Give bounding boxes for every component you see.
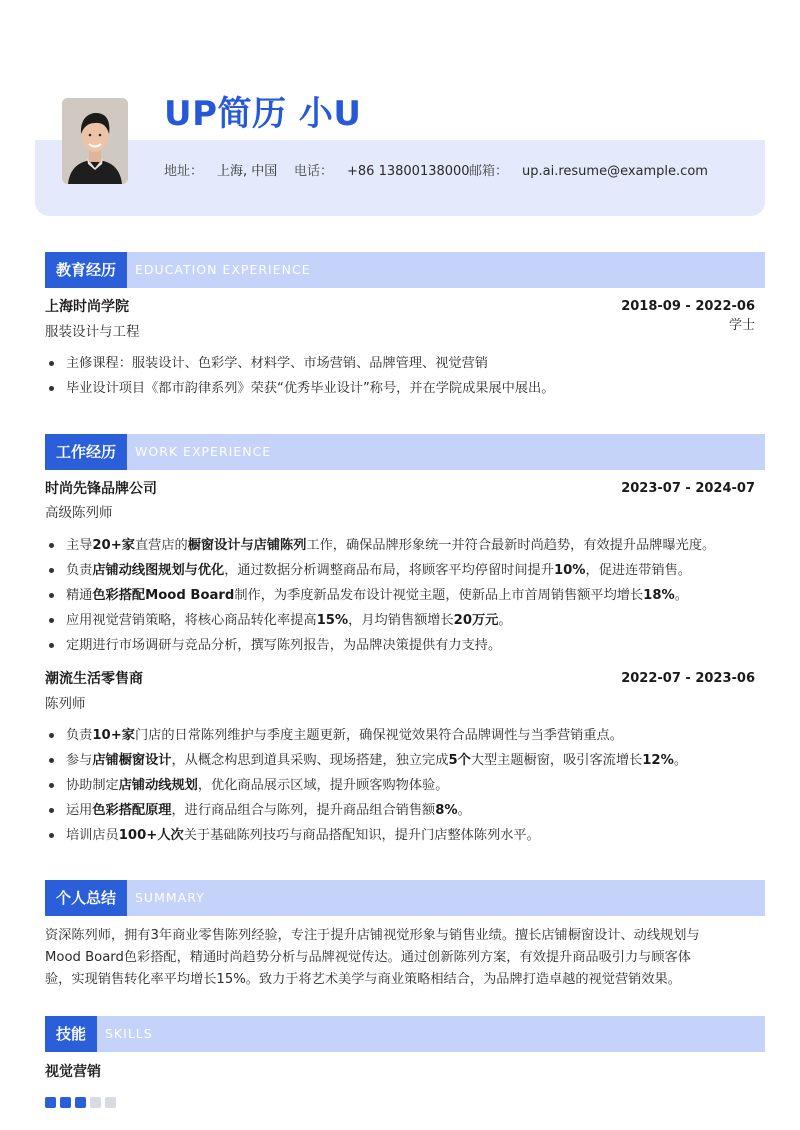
- bullet-text: ，进行商品组合与陈列，提升商品组合销售额: [171, 803, 436, 818]
- company-name: 时尚先锋品牌公司: [45, 481, 157, 497]
- list-item: [45, 748, 765, 773]
- bullet-text: 协助制定: [66, 778, 119, 793]
- address-label: 地址：: [164, 164, 204, 179]
- skill-name: 视觉营销: [45, 1064, 101, 1080]
- list-item: 毕业设计项目《都市韵律系列》荣获“优秀毕业设计”称号，并在学院成果展中展出。: [45, 376, 765, 401]
- highlight-text: 店铺动线图规划与优化: [92, 563, 225, 578]
- bullet-text: 。: [674, 588, 688, 603]
- list-item: [45, 633, 765, 658]
- section-title: 教育经历: [45, 252, 127, 288]
- highlight-text: 15%: [316, 613, 349, 628]
- bullet-text: 。: [498, 613, 512, 628]
- bullet-text: 参与: [66, 753, 93, 768]
- phone-value: +86 13800138000: [347, 164, 470, 179]
- highlight-text: 5个: [448, 753, 471, 768]
- job-bullets: [45, 723, 765, 848]
- list-item: [45, 558, 765, 583]
- bullet-text: 。: [457, 803, 471, 818]
- company-name: 潮流生活零售商: [45, 671, 143, 687]
- bullet-text: 应用视觉营销策略，将核心商品转化率提高: [66, 613, 317, 628]
- highlight-text: 10%: [553, 563, 586, 578]
- section-subtitle: SKILLS: [105, 1026, 153, 1041]
- section-subtitle: WORK EXPERIENCE: [135, 444, 272, 459]
- highlight-text: 10+家: [92, 728, 135, 743]
- candidate-name: UP简历 小U: [164, 94, 362, 134]
- profile-photo: [62, 98, 128, 184]
- bullet-text: 负责: [66, 728, 93, 743]
- highlight-text: 橱窗设计与店铺陈列: [187, 538, 307, 553]
- bullet-text: ，促进连带销售。: [585, 563, 692, 578]
- list-item: [45, 723, 765, 748]
- section-header-education: [45, 252, 765, 288]
- section-title: 工作经历: [45, 434, 127, 470]
- email: [469, 163, 708, 181]
- highlight-text: 20万元: [453, 613, 499, 628]
- education-dates: 2018-09 - 2022-06: [621, 299, 755, 314]
- job-dates: 2023-07 - 2024-07: [621, 481, 755, 496]
- list-item: [45, 608, 765, 633]
- phone-label: 电话：: [294, 164, 334, 179]
- summary-text: [45, 925, 755, 991]
- job-bullets: [45, 533, 765, 658]
- address-value: 上海, 中国: [217, 164, 278, 179]
- list-item: [45, 773, 765, 798]
- bullet-text: 直营店的: [134, 538, 188, 553]
- summary-line: 资深陈列师，拥有3年商业零售陈列经验，专注于提升店铺视觉形象与销售业绩。擅长店铺橱窗设计、动线规划与: [45, 928, 700, 943]
- bullet-text: 。: [673, 753, 688, 768]
- skill-dot-filled: [45, 1097, 56, 1108]
- skill-dot-filled: [75, 1097, 86, 1108]
- highlight-text: 18%: [643, 588, 675, 603]
- job-position: 陈列师: [45, 696, 86, 712]
- section-subtitle: EDUCATION EXPERIENCE: [135, 262, 311, 277]
- list-item: [45, 823, 765, 848]
- bullet-text: 制作，为季度新品发布设计视觉主题，使新品上市首周销售额平均增长: [234, 588, 644, 603]
- bullet-text: 培训店员: [66, 828, 119, 843]
- section-header-summary: [45, 880, 765, 916]
- degree: 学士: [728, 318, 755, 333]
- highlight-text: 色彩搭配原理: [92, 803, 172, 818]
- school-name: 上海时尚学院: [45, 299, 129, 315]
- bullet-text: ，月均销售额增长: [348, 613, 454, 628]
- bullet-text: ，从概念构思到道具采购、现场搭建，独立完成: [171, 753, 449, 768]
- highlight-text: 100+人次: [118, 828, 184, 843]
- skill-dot-empty: [105, 1097, 116, 1108]
- bullet-text: ，通过数据分析调整商品布局，将顾客平均停留时间提升: [224, 563, 554, 578]
- highlight-text: 店铺动线规划: [118, 778, 198, 793]
- list-item: [45, 583, 765, 608]
- list-item: [45, 798, 765, 823]
- summary-line: 验，实现销售转化率平均增长15%。致力于将艺术美学与商业策略相结合，为品牌打造卓越的视觉营销效果。: [45, 972, 681, 987]
- section-title: 技能: [45, 1016, 97, 1052]
- skill-dot-empty: [90, 1097, 101, 1108]
- highlight-text: 12%: [642, 753, 674, 768]
- bullet-text: 大型主题橱窗，吸引客流增长: [470, 753, 643, 768]
- job-dates: 2022-07 - 2023-06: [621, 671, 755, 686]
- bullet-text: 主导: [66, 538, 93, 553]
- section-header-skills: [45, 1016, 765, 1052]
- highlight-text: 20+家: [92, 538, 135, 553]
- list-item: 主修课程：服装设计、色彩学、材料学、市场营销、品牌管理、视觉营销: [45, 351, 765, 376]
- highlight-text: 店铺橱窗设计: [92, 753, 172, 768]
- bullet-text: 关于基础陈列技巧与商品搭配知识，提升门店整体陈列水平。: [183, 828, 540, 843]
- email-value: up.ai.resume@example.com: [522, 164, 708, 179]
- phone: [294, 163, 470, 181]
- bullet-text: 工作，确保品牌形象统一并符合最新时尚趋势，有效提升品牌曝光度。: [306, 538, 716, 553]
- bullet-text: ，优化商品展示区域，提升顾客购物体验。: [197, 778, 449, 793]
- major: 服装设计与工程: [45, 324, 140, 340]
- skill-dot-filled: [60, 1097, 71, 1108]
- summary-line: Mood Board色彩搭配，精通时尚趋势分析与品牌视觉传达。通过创新陈列方案，有效提升商品吸引力与顾客体: [45, 950, 691, 965]
- bullet-text: 定期进行市场调研与竞品分析，撰写陈列报告，为品牌决策提供有力支持。: [66, 638, 502, 653]
- bullet-text: 负责: [66, 563, 93, 578]
- highlight-text: 色彩搭配Mood Board: [92, 588, 235, 603]
- bullet-text: 运用: [66, 803, 93, 818]
- highlight-text: 8%: [435, 803, 458, 818]
- section-subtitle: SUMMARY: [135, 890, 205, 905]
- education-bullets: [45, 351, 765, 401]
- list-item: [45, 533, 765, 558]
- address: [164, 163, 277, 181]
- skill-level: [45, 1097, 116, 1108]
- bullet-text: 门店的日常陈列维护与季度主题更新，确保视觉效果符合品牌调性与当季营销重点。: [134, 728, 623, 743]
- section-header-work: [45, 434, 765, 470]
- email-label: 邮箱：: [469, 164, 509, 179]
- job-position: 高级陈列师: [45, 505, 113, 521]
- bullet-text: 精通: [66, 588, 93, 603]
- section-title: 个人总结: [45, 880, 127, 916]
